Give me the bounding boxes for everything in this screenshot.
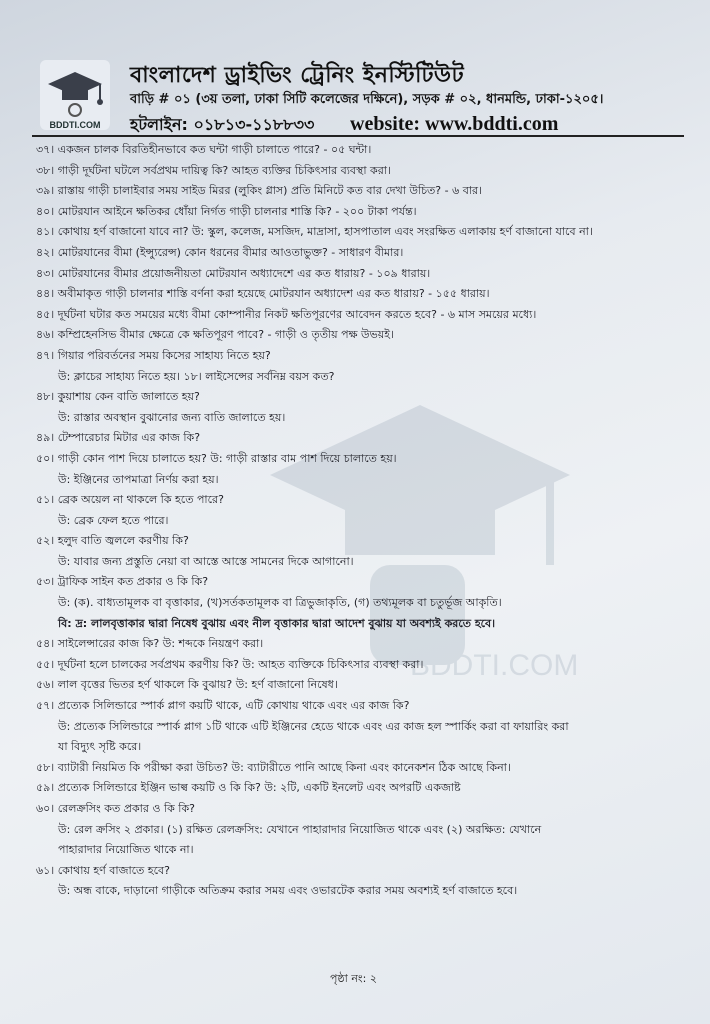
qa-line: ৪০। মোটরযান আইনে ক্ষতিকর ধোঁয়া নির্গত গাড়ী চালনার শাস্তি কি? - ২০০ টাকা পর্যন্ত। (36, 204, 417, 218)
special-note-line: বি: দ্র: লালবৃত্তাকার দ্বারা নিষেধ বুঝায় এবং নীল বৃত্তাকার দ্বারা আদেশ বুঝায় যা অবশ্যই করতে হবে। (58, 616, 496, 630)
qa-line: ৪৯। টেম্পারেচার মিটার এর কাজ কি? (36, 431, 201, 445)
qa-line: ৫২। হলুদ বাতি জ্বললে করণীয় কি? (36, 534, 189, 548)
qa-line: ৫৬। লাল বৃত্তের ভিতর হর্ণ থাকলে কি বুঝায়? উ: হর্ণ বাজানো নিষেধ। (36, 678, 338, 692)
qa-line: ৪৫। দূর্ঘটনা ঘটার কত সময়ের মধ্যে বীমা কোম্পানীর নিকট ক্ষতিপূরণের আবেদন করতে হবে? - ৬ মাস সময়ের মধ্যে। (36, 307, 537, 321)
qa-line: ৫৩। ট্রাফিক সাইন কত প্রকার ও কি কি? (36, 575, 209, 589)
qa-line: ৫৭। প্রত্যেক সিলিন্ডারে স্পার্ক প্লাগ কয়টি থাকে, এটি কোথায় থাকে এবং এর কাজ কি? (36, 699, 410, 713)
qa-line: ৩৯। রাস্তায় গাড়ী চালাইবার সময় সাইড মিরর (লুকিং গ্লাস) প্রতি মিনিটে কত বার দেখা উচিত? - ৬ বার। (36, 184, 483, 198)
qa-line: ৬০। রেলক্রসিং কত প্রকার ও কি কি? (36, 802, 195, 815)
qa-answer-line: উ: অন্ধ বাকে, দাড়ানো গাড়ীকে অতিক্রম করার সময় এবং ওভারটেক করার সময় অবশ্যই হর্ণ বাজাতে হবে। (58, 884, 518, 898)
qa-answer-line: উ: ক্লাচের সাহায্য নিতে হয়। ১৮। লাইসেন্সের সর্বনিম্ন বয়স কত? (58, 369, 335, 383)
page-number: পৃষ্ঠা নং: ২ (330, 972, 377, 985)
qa-answer-line: যা বিদ্যুৎ সৃষ্টি করে। (58, 740, 142, 754)
qa-line: ৬১। কোথায় হর্ণ বাজাতে হবে? (36, 863, 170, 877)
qa-line: ৪৪। অবীমাকৃত গাড়ী চালনার শাস্তি বর্ণনা করা হয়েছে মোটরযান অধ্যাদেশ এর কত ধারায়? - ১৫৫ ধারায়। (36, 287, 490, 301)
qa-line: ৫৮। ব্যাটারী নিয়মিত কি পরীক্ষা করা উচিত? উ: ব্যাটারীতে পানি আছে কিনা এবং কানেকশন ঠিক আছে কিনা। (36, 760, 511, 774)
qa-line: ৫৯। প্রত্যেক সিলিন্ডারে ইঞ্জিন ভাল্ব কয়টি ও কি কি? উ: ২টি, একটি ইনলেট এবং অপরটি একজাষ্ট (36, 781, 461, 795)
qa-answer-line: উ: রেল ক্রসিং ২ প্রকার। (১) রক্ষিত রেলক্রসিং: যেখানে পাহারাদার নিয়োজিত থাকে এবং (২) অরক্ষিত: যেখানে (58, 822, 542, 836)
qa-answer-line: পাহারাদার নিয়োজিত থাকে না। (58, 843, 194, 857)
qa-line: ৩৮। গাড়ী দূর্ঘটনা ঘটলে সর্বপ্রথম দায়িত্ব কি? আহত ব্যক্তির চিকিৎসার ব্যবস্থা করা। (36, 163, 391, 177)
qa-line: ৪১। কোথায় হর্ণ বাজানো যাবে না? উ: স্কুল, কলেজ, মসজিদ, মাদ্রাসা, হাসপাতাল এবং সংরক্ষিত এলাকায় হর্ণ বাজানো যাবে না। (36, 225, 593, 239)
qa-line: ৩৭। একজন চালক বিরতিহীনভাবে কত ঘন্টা গাড়ী চালাতে পারে? - ০৫ ঘন্টা। (36, 143, 372, 156)
qa-line: ৪৩। মোটরযানের বীমার প্রয়োজনীয়তা মোটরযান অধ্যাদেশে এর কত ধারায়? - ১০৯ ধারায়। (36, 266, 431, 280)
qa-line: ৫০। গাড়ী কোন পাশ দিয়ে চালাতে হয়? উ: গাড়ী রাস্তার বাম পাশ দিয়ে চালাতে হয়। (36, 451, 397, 465)
website: website: www.bddti.com (350, 113, 559, 135)
logo-text: BDDTI.COM (49, 120, 101, 130)
hotline: হটলাইন: ০১৮১৩-১১৮৮৩৩ (130, 115, 315, 134)
qa-answer-line: উ: ব্রেক ফেল হতে পারে। (58, 513, 169, 527)
header-divider (32, 135, 684, 137)
letterhead (30, 40, 685, 135)
qa-line: ৫১। ব্রেক অয়েল না থাকলে কি হতে পারে? (36, 493, 224, 507)
qa-answer-line: উ: ইঞ্জিনের তাপমাত্রা নির্ণয় করা হয়। (58, 472, 219, 486)
qa-list (36, 140, 686, 902)
institute-title: বাংলাদেশ ড্রাইভিং ট্রেনিং ইনস্টিটিউট (130, 63, 465, 88)
qa-line: ৪৭। গিয়ার পরিবর্তনের সময় কিসের সাহায্য নিতে হয়? (36, 348, 271, 362)
qa-answer-line: উ: রাস্তার অবস্থান বুঝানোর জন্য বাতি জালাতে হয়। (58, 410, 286, 424)
qa-line: ৫৫। দূর্ঘটনা হলে চালকের সর্বপ্রথম করণীয় কি? উ: আহত ব্যক্তিকে চিকিৎসার ব্যবস্থা করা। (36, 657, 424, 671)
qa-answer-line: উ: যাবার জন্য প্রস্তুতি নেয়া বা আস্তে আস্তে সামনের দিকে আগানো। (58, 554, 354, 568)
qa-line: ৪৮। কুয়াশায় কেন বাতি জালাতে হয়? (36, 390, 200, 404)
qa-line: ৫৪। সাইলেন্সারের কাজ কি? উ: শব্দকে নিয়ন্ত্রণ করা। (36, 637, 264, 651)
watermark-text: BDDTI.COM (410, 649, 579, 682)
qa-answer-line: উ: প্রত্যেক সিলিন্ডারে স্পার্ক প্লাগ ১টি থাকে এটি ইঞ্জিনের হেডে থাকে এবং এর কাজ হল স্পার্কিং করা বা ফায়ারিং করা (58, 719, 569, 733)
qa-answer-line: উ: (ক). বাধ্যতামূলক বা বৃত্তাকার, (খ)সর্তকতামূলক বা ত্রিভুজাকৃতি, (গ) তথ্যমূলক বা চতুর্ভূজ আকৃতি। (58, 596, 502, 610)
qa-line: ৪৬। কম্প্রিহেনসিভ বীমার ক্ষেত্রে কে ক্ষতিপূরণ পাবে? - গাড়ী ও তৃতীয় পক্ষ উভয়ই। (36, 328, 394, 342)
document-page (30, 40, 685, 1015)
institute-address: বাড়ি # ০১ (৩য় তলা, ঢাকা সিটি কলেজের দক্ষিনে), সড়ক # ০২, ধানমন্ডি, ঢাকা-১২০৫। (130, 92, 604, 107)
institute-logo (40, 60, 110, 130)
qa-line: ৪২। মোটরযানের বীমা (ইন্স্যুরেন্স) কোন ধরনের বীমার আওতাভুক্ত? - সাধারণ বীমার। (36, 245, 404, 259)
graduation-cap-icon (40, 60, 110, 120)
